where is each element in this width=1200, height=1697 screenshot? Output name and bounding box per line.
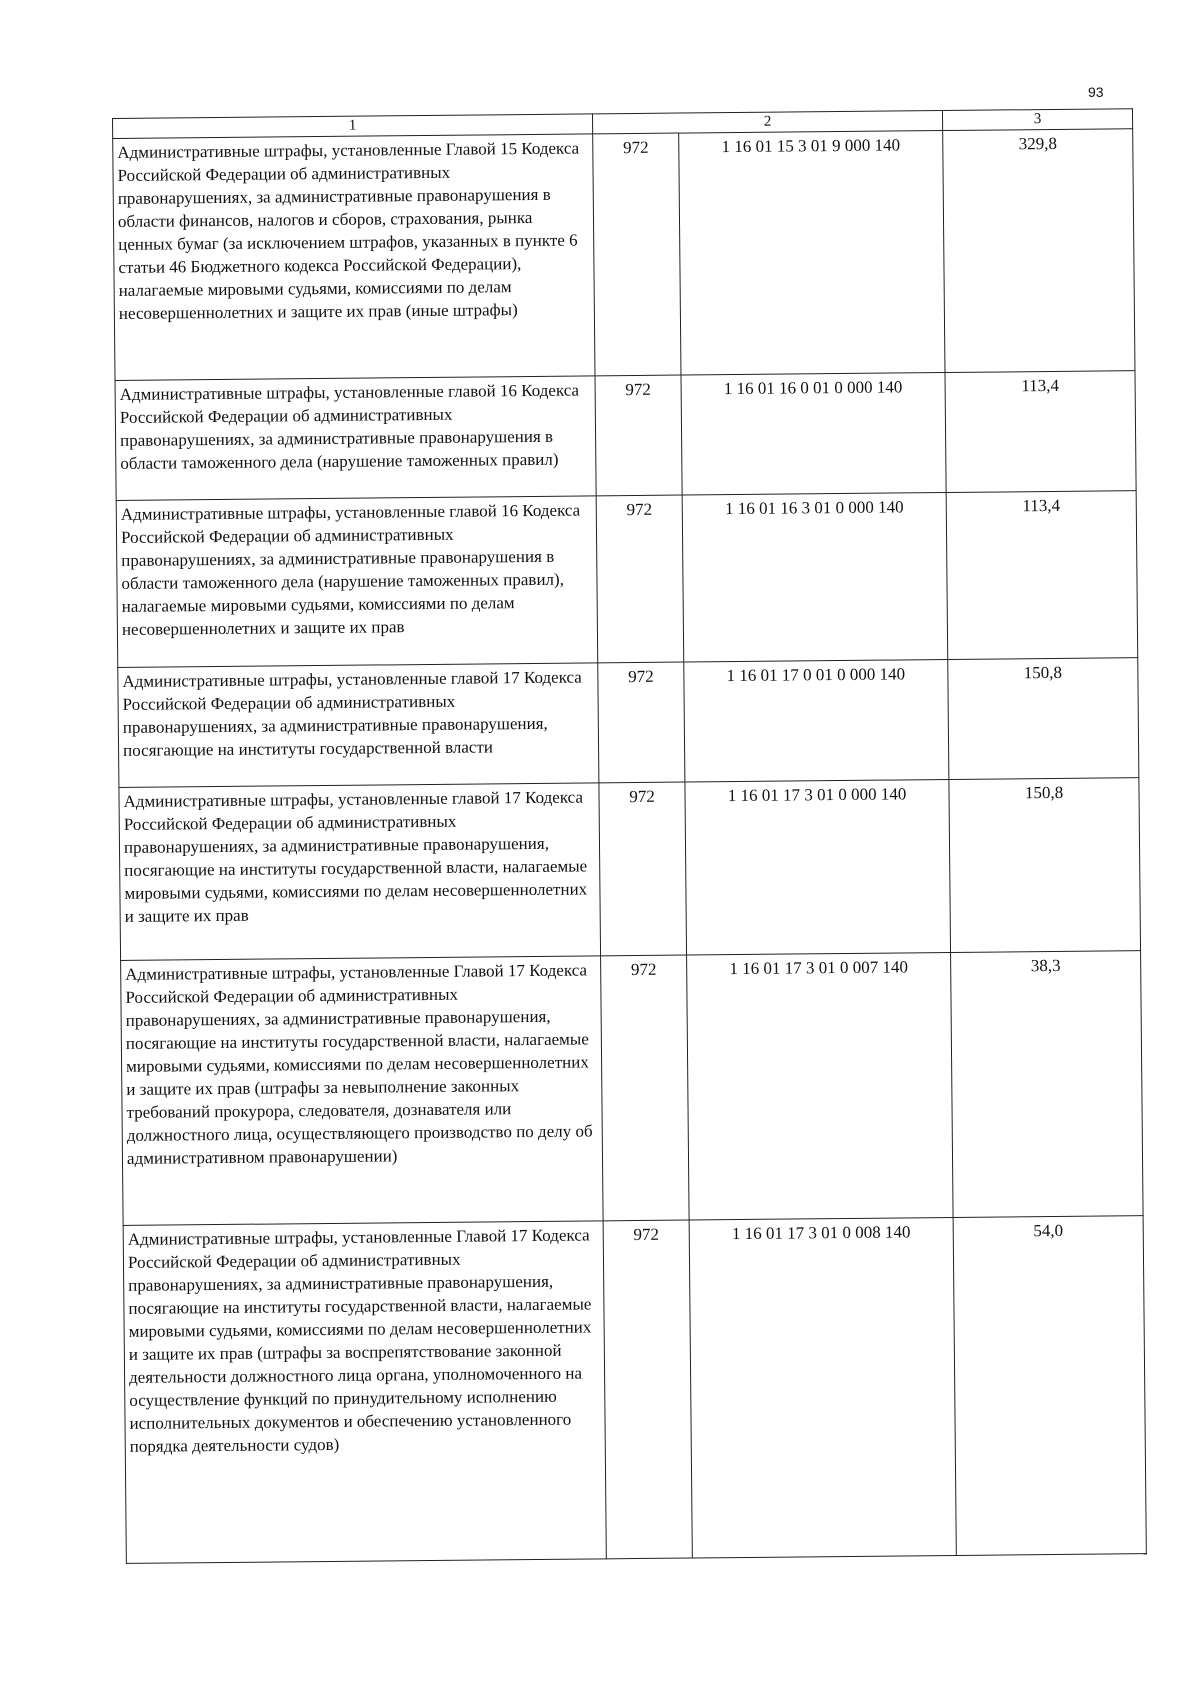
- table-row: [115, 371, 1136, 501]
- table-row: [118, 658, 1139, 788]
- row-admin-code: 972: [595, 375, 682, 496]
- row-amount: 150,8: [948, 658, 1139, 780]
- table-row: [123, 1216, 1146, 1564]
- row-budget-code: 1 16 01 15 3 01 9 000 140: [679, 131, 945, 376]
- row-description: Административные штрафы, установленные главой 16 Кодекса Российской Федерации об административных правонарушениях, за административные правонарушения в области таможенного дела (нарушение таможенных правил), налагаемые мировыми судьями, комиссиями по делам несовершеннолетних и защите их прав: [116, 496, 598, 668]
- page-number: 93: [1088, 84, 1104, 100]
- row-budget-code: 1 16 01 17 3 01 0 007 140: [687, 952, 954, 1220]
- column-header-3: 3: [942, 109, 1132, 131]
- row-admin-code: 972: [598, 662, 685, 783]
- row-budget-code: 1 16 01 17 0 01 0 000 140: [684, 660, 949, 783]
- row-description: Административные штрафы, установленные главой 16 Кодекса Российской Федерации об административных правонарушениях, за административные правонарушения в области таможенного дела (нарушение таможенных правил): [115, 376, 596, 501]
- row-budget-code: 1 16 01 17 3 01 0 008 140: [689, 1217, 956, 1558]
- row-amount: 113,4: [946, 491, 1138, 660]
- row-budget-code: 1 16 01 16 0 01 0 000 140: [681, 373, 946, 496]
- row-admin-code: 972: [603, 1220, 692, 1559]
- row-amount: 54,0: [953, 1216, 1146, 1556]
- row-budget-code: 1 16 01 17 3 01 0 000 140: [685, 779, 951, 955]
- row-description: Административные штрафы, установленные Главой 17 Кодекса Российской Федерации об административных правонарушениях, за административные правонарушения, посягающие на институты государственной власти, налагаемые мировыми судьями, комиссиями по делам несовершеннолетних и защите их прав (штрафы за невыполнение законных требований прокурора, следователя, дознавателя или должностного лица, осуществляющего производство по делу об административном правонарушении): [121, 956, 604, 1226]
- row-amount: 38,3: [951, 951, 1144, 1218]
- row-amount: 329,8: [943, 129, 1135, 373]
- table-row: [116, 491, 1138, 668]
- row-admin-code: 972: [599, 782, 687, 956]
- row-admin-code: 972: [601, 955, 690, 1221]
- row-amount: 150,8: [949, 778, 1141, 953]
- row-description: Административные штрафы, установленные главой 17 Кодекса Российской Федерации об административных правонарушениях, за административные правонарушения, посягающие на институты государственной власти, налагаемые мировыми судьями, комиссиями по делам несовершеннолетних и защите их прав: [119, 783, 601, 961]
- row-budget-code: 1 16 01 16 3 01 0 000 140: [682, 493, 948, 663]
- column-header-2: 2: [592, 111, 942, 134]
- column-header-1: 1: [113, 114, 593, 139]
- row-description: Административные штрафы, установленные главой 17 Кодекса Российской Федерации об административных правонарушениях, за административные правонарушения, посягающие на институты государственной власти: [118, 663, 599, 788]
- table-row: [113, 129, 1135, 381]
- row-description: Административные штрафы, установленные Главой 17 Кодекса Российской Федерации об административных правонарушениях, за административные правонарушения, посягающие на институты государственной власти, налагаемые мировыми судьями, комиссиями по делам несовершеннолетних и защите их прав (штрафы за воспрепятствование законной деятельности должностного лица органа, уполномоченного на осуществление функций по принудительному исполнению исполнительных документов и обеспечению установленного порядка деятельности судов): [123, 1221, 606, 1564]
- row-admin-code: 972: [593, 133, 681, 376]
- table-row: [119, 778, 1141, 961]
- row-amount: 113,4: [945, 371, 1136, 493]
- row-admin-code: 972: [596, 495, 684, 663]
- revenue-table: [112, 108, 1147, 1564]
- row-description: Административные штрафы, установленные Главой 15 Кодекса Российской Федерации об административных правонарушениях, за административные правонарушения в области финансов, налогов и сборов, страхования, рынка ценных бумаг (за исключением штрафов, указанных в пункте 6 статьи 46 Бюджетного кодекса Российской Федерации), налагаемые мировыми судьями, комиссиями по делам несовершеннолетних и защите их прав (иные штрафы): [113, 134, 595, 381]
- table-row: [121, 951, 1143, 1226]
